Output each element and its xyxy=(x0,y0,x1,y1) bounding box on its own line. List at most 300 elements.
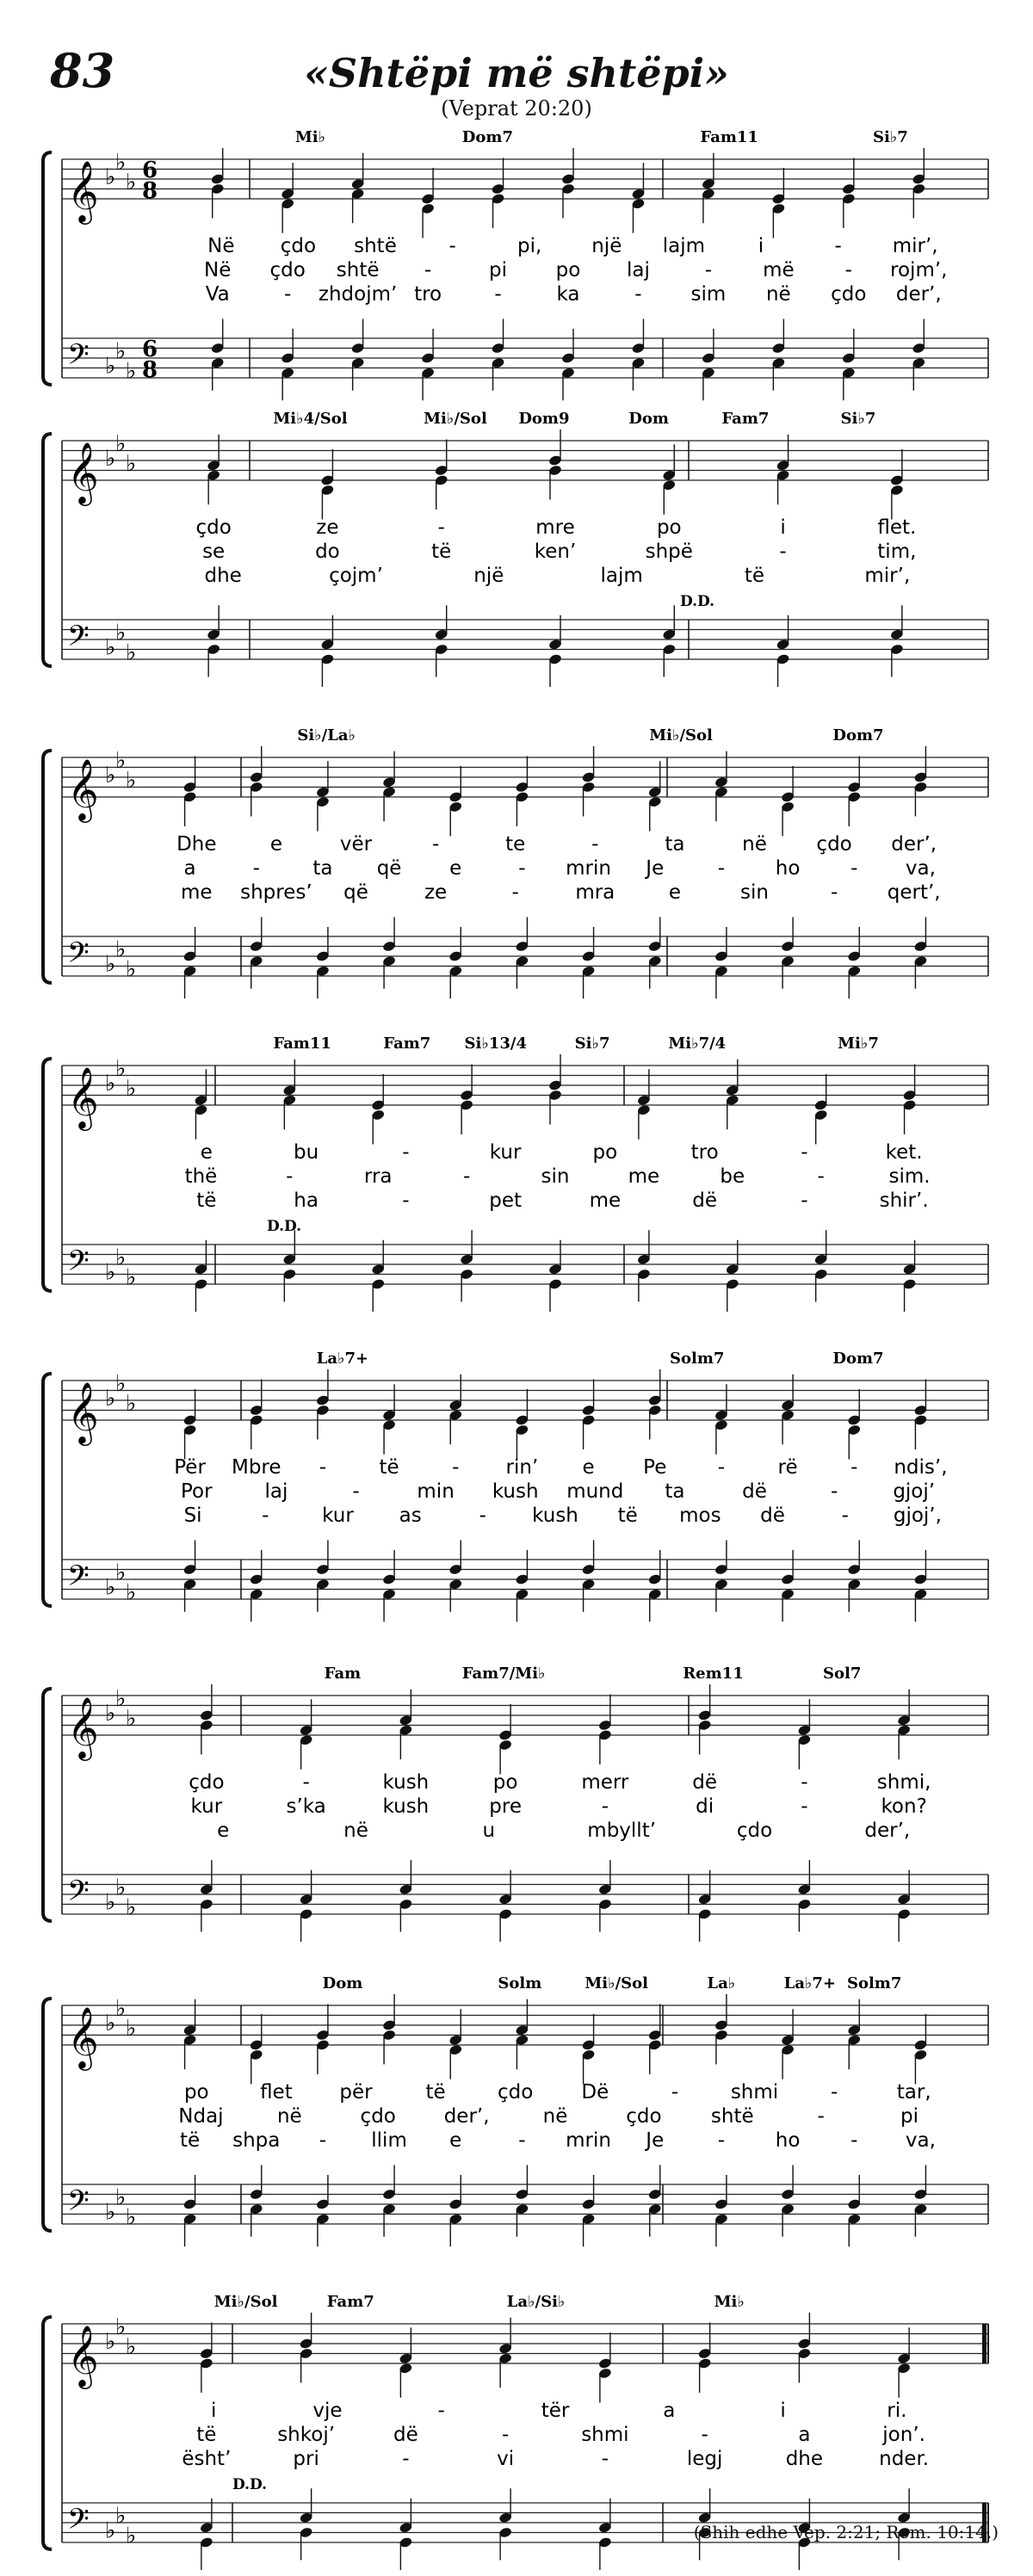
lyric-syllable: - xyxy=(319,1456,327,1479)
lyric-syllable: sim. xyxy=(888,1165,931,1188)
lyric-syllable: - xyxy=(634,283,642,306)
lyric-syllable: çdo xyxy=(195,516,232,539)
system-bracket xyxy=(43,152,52,385)
flat-icon: ♭ xyxy=(115,2313,127,2340)
lyric-syllable: dë xyxy=(742,1480,767,1503)
lyric-syllable: sin xyxy=(541,1165,570,1188)
bass-clef-icon: 𝄢 xyxy=(67,1560,90,1600)
lyric-syllable: kur xyxy=(489,1141,522,1164)
lyric-syllable: - xyxy=(352,1480,360,1503)
lyric-syllable: nder. xyxy=(879,2448,930,2470)
lyric-syllable: - xyxy=(286,1165,294,1188)
lyric-syllable: ze xyxy=(316,516,339,539)
lyric-syllable: - xyxy=(402,1141,410,1164)
flat-icon: ♭ xyxy=(105,763,116,788)
time-signature-top: 6 xyxy=(141,337,158,362)
chord-symbol: Mi♭4/Sol xyxy=(273,410,348,428)
flat-icon: ♭ xyxy=(126,2333,137,2360)
dal-capo-mark: D.D. xyxy=(232,2476,268,2493)
lyric-syllable: shmi, xyxy=(876,1771,931,1794)
lyric-syllable: çdo xyxy=(816,833,852,856)
time-signature-bottom: 8 xyxy=(141,357,158,383)
hymn-title: «Shtëpi më shtëpi» xyxy=(304,50,729,96)
treble-clef-icon: 𝄞 xyxy=(67,1381,99,1443)
lyric-syllable: kur xyxy=(190,1795,223,1818)
lyric-syllable: të xyxy=(617,1504,638,1527)
footer-reference: (Shih edhe Vep. 2:21; Rom. 10:14.) xyxy=(693,2522,999,2542)
lyric-syllable: Ndaj xyxy=(178,2105,224,2128)
flat-icon: ♭ xyxy=(115,2503,127,2530)
flat-icon: ♭ xyxy=(105,951,116,978)
chord-symbol: Mi♭/Sol xyxy=(213,2293,278,2311)
lyric-syllable: va, xyxy=(905,2129,936,2152)
lyric-syllable: gjoj’ xyxy=(893,1480,936,1503)
lyric-syllable: flet. xyxy=(877,516,917,539)
lyric-syllable: jon’. xyxy=(882,2424,925,2446)
chord-symbol: La♭7+ xyxy=(316,1350,369,1368)
lyric-syllable: për xyxy=(339,2081,373,2103)
lyric-syllable: kush xyxy=(382,1795,430,1818)
lyric-syllable: e xyxy=(200,1141,213,1164)
lyric-syllable: po xyxy=(656,516,682,539)
bass-clef-icon: 𝄢 xyxy=(67,936,90,977)
bass-clef-icon: 𝄢 xyxy=(67,2503,90,2543)
bass-staff xyxy=(62,620,988,665)
lyric-syllable: - xyxy=(817,1165,825,1188)
lyric-syllable: kush xyxy=(532,1504,578,1527)
flat-icon: ♭ xyxy=(115,338,127,365)
lyric-syllable: shpë xyxy=(645,541,693,563)
lyric-syllable: - xyxy=(262,1504,269,1527)
lyric-syllable: pi, xyxy=(517,235,542,257)
chord-symbol: Fam7 xyxy=(326,2293,374,2311)
flat-icon: ♭ xyxy=(105,164,116,190)
lyric-syllable: se xyxy=(202,541,226,563)
lyric-syllable: ta xyxy=(312,857,333,880)
lyric-syllable: - xyxy=(834,235,842,257)
lyric-syllable: lajm xyxy=(662,235,706,257)
flat-icon: ♭ xyxy=(105,446,116,472)
chord-symbol: Si♭/La♭ xyxy=(297,726,356,744)
lyric-syllable: në xyxy=(765,283,791,306)
lyric-syllable: çdo xyxy=(360,2105,396,2128)
bass-clef-icon: 𝄢 xyxy=(67,2184,90,2225)
chord-symbol: Fam11 xyxy=(273,1035,331,1053)
chord-symbol: Mi♭/Sol xyxy=(424,410,487,428)
dal-capo-mark: D.D. xyxy=(679,593,715,610)
chord-symbol: La♭/Si♭ xyxy=(506,2293,566,2311)
lyric-syllable: në xyxy=(742,833,767,856)
lyric-syllable: vje xyxy=(312,2400,343,2422)
lyric-syllable: - xyxy=(704,259,713,281)
flat-icon: ♭ xyxy=(115,1685,127,1712)
lyric-syllable: - xyxy=(431,833,440,856)
lyric-syllable: të xyxy=(425,2081,446,2103)
lyric-syllable: pri xyxy=(293,2448,319,2470)
lyric-syllable: - xyxy=(518,2129,526,2152)
lyric-syllable: e xyxy=(668,881,681,904)
lyric-syllable: - xyxy=(501,2424,510,2446)
lyric-syllable: - xyxy=(830,2081,838,2103)
lyric-syllable: merr xyxy=(581,1771,629,1794)
lyric-syllable: rojm’, xyxy=(890,259,948,281)
flat-icon: ♭ xyxy=(105,634,116,661)
lyric-syllable: të xyxy=(196,1189,217,1212)
lyric-syllable: kush xyxy=(382,1771,430,1794)
flat-icon: ♭ xyxy=(126,1894,137,1921)
lyric-syllable: që xyxy=(343,881,368,904)
flat-icon: ♭ xyxy=(115,620,127,646)
flat-icon: ♭ xyxy=(126,2015,137,2042)
bass-clef-icon: 𝄢 xyxy=(67,338,90,379)
system-2 xyxy=(43,429,988,687)
flat-icon: ♭ xyxy=(105,1574,116,1601)
lyric-syllable: rin’ xyxy=(505,1456,539,1479)
flat-icon: ♭ xyxy=(126,2204,137,2231)
lyric-syllable: shir’. xyxy=(879,1189,929,1212)
lyric-syllable: çdo xyxy=(498,2081,534,2103)
flat-icon: ♭ xyxy=(126,639,137,666)
lyric-syllable: pet xyxy=(489,1189,523,1212)
lyric-syllable: bu xyxy=(294,1141,319,1164)
lyric-syllable: rra xyxy=(363,1165,393,1188)
lyric-syllable: a xyxy=(183,857,196,880)
lyric-syllable: shpres’ xyxy=(240,881,312,904)
lyric-syllable: u xyxy=(482,1819,496,1842)
lyric-syllable: - xyxy=(851,857,858,880)
lyric-syllable: thë xyxy=(184,1165,218,1188)
chord-symbol: Si♭7 xyxy=(872,128,908,146)
chord-symbol: Fam7 xyxy=(721,410,770,428)
chord-symbol: Solm7 xyxy=(846,1974,902,1992)
flat-icon: ♭ xyxy=(105,2011,116,2036)
lyric-syllable: që xyxy=(376,857,402,880)
lyric-syllable: çojm’ xyxy=(329,565,383,587)
lyric-syllable: tro xyxy=(414,283,442,306)
time-signature-bottom: 8 xyxy=(141,178,158,204)
treble-clef-icon: 𝄞 xyxy=(67,1066,99,1128)
lyric-syllable: ndis’, xyxy=(894,1456,948,1479)
lyric-syllable: në xyxy=(276,2105,302,2128)
lyric-syllable: mra xyxy=(575,881,615,904)
lyric-syllable: tro xyxy=(690,1141,719,1164)
flat-icon: ♭ xyxy=(126,1390,137,1417)
lyric-syllable: min xyxy=(417,1480,455,1503)
lyric-syllable: me xyxy=(589,1189,622,1212)
lyric-syllable: - xyxy=(717,857,726,880)
lyric-syllable: der’, xyxy=(443,2105,490,2128)
lyric-syllable: çdo xyxy=(736,1819,773,1842)
lyric-syllable: lajm xyxy=(600,565,643,587)
lyric-syllable: - xyxy=(437,516,445,539)
lyric-syllable: - xyxy=(844,259,852,281)
lyric-syllable: tim, xyxy=(877,541,917,563)
lyric-syllable: po xyxy=(592,1141,618,1164)
hymn-number: 83 xyxy=(50,43,115,98)
chord-symbol: Si♭7 xyxy=(840,410,876,428)
treble-staff xyxy=(62,1056,988,1131)
lyric-syllable: - xyxy=(601,2448,609,2470)
lyric-syllable: be xyxy=(720,1165,745,1188)
lyric-syllable: mund xyxy=(566,1480,624,1503)
lyric-syllable: - xyxy=(437,2400,445,2422)
lyric-syllable: Dë xyxy=(581,2081,609,2103)
lyric-syllable: ha xyxy=(294,1189,319,1212)
lyric-syllable: - xyxy=(801,1189,808,1212)
flat-icon: ♭ xyxy=(126,2523,137,2549)
flat-icon: ♭ xyxy=(105,2329,116,2355)
chord-symbol: Sol7 xyxy=(823,1665,862,1683)
lyric-syllable: çdo xyxy=(280,235,317,257)
treble-clef-icon: 𝄞 xyxy=(67,2324,99,2387)
flat-icon: ♭ xyxy=(126,1264,137,1291)
lyric-syllable: në xyxy=(343,1819,368,1842)
lyric-syllable: në xyxy=(542,2105,568,2128)
lyric-syllable: Mbre xyxy=(231,1456,281,1479)
system-bracket xyxy=(43,434,52,666)
chord-symbol: Rem11 xyxy=(683,1665,744,1683)
chord-symbol: Mi♭/Sol xyxy=(649,726,713,744)
lyric-syllable: më xyxy=(763,259,795,281)
scripture-reference: (Veprat 20:20) xyxy=(441,96,592,120)
lyric-syllable: - xyxy=(518,857,526,880)
lyric-syllable: a xyxy=(798,2424,811,2446)
lyric-syllable: - xyxy=(671,2081,679,2103)
treble-staff xyxy=(62,431,988,506)
treble-clef-icon: 𝄞 xyxy=(67,1696,99,1758)
lyric-syllable: - xyxy=(701,2424,708,2446)
chord-symbol: Mi♭ xyxy=(714,2293,745,2311)
chord-symbol: Fam7/Mi♭ xyxy=(461,1665,546,1683)
system-bracket xyxy=(43,2317,52,2549)
lyric-syllable: llim xyxy=(371,2129,407,2152)
lyric-syllable: Por xyxy=(181,1480,213,1503)
lyric-syllable: pi xyxy=(900,2105,919,2128)
lyric-syllable: Në xyxy=(204,259,232,281)
lyric-syllable: - xyxy=(452,1456,460,1479)
lyric-syllable: mos xyxy=(679,1504,721,1527)
chord-symbol: Mi♭7 xyxy=(838,1035,879,1053)
lyric-syllable: - xyxy=(779,541,787,563)
lyric-syllable: te xyxy=(505,833,526,856)
lyric-syllable: shmi xyxy=(581,2424,629,2446)
lyric-syllable: mre xyxy=(535,516,575,539)
lyric-syllable: - xyxy=(424,259,432,281)
lyric-syllable: Për xyxy=(174,1456,206,1479)
lyric-syllable: çdo xyxy=(269,259,306,281)
lyric-syllable: Je xyxy=(646,2129,665,2152)
lyric-syllable: - xyxy=(801,1771,808,1794)
lyric-syllable: mir’, xyxy=(892,235,938,257)
lyric-syllable: - xyxy=(801,1141,808,1164)
lyric-syllable: laj xyxy=(264,1480,288,1503)
bass-clef-icon: 𝄢 xyxy=(67,1245,90,1285)
lyric-syllable: çdo xyxy=(831,283,867,306)
lyric-syllable: - xyxy=(851,1456,858,1479)
lyric-syllable: sim xyxy=(690,283,727,306)
flat-icon: ♭ xyxy=(126,169,137,195)
lyric-syllable: qert’, xyxy=(887,881,941,904)
lyric-syllable: Pe xyxy=(643,1456,667,1479)
lyric-syllable: ho xyxy=(775,2129,801,2152)
lyric-syllable: - xyxy=(284,283,292,306)
lyric-syllable: dhe xyxy=(204,565,242,587)
flat-icon: ♭ xyxy=(105,1889,116,1916)
chord-symbol: Dom7 xyxy=(832,726,884,744)
lyric-syllable: - xyxy=(511,881,519,904)
lyric-syllable: - xyxy=(302,1771,310,1794)
lyric-syllable: der’, xyxy=(895,283,942,306)
lyric-syllable: - xyxy=(319,2129,327,2152)
lyric-syllable: me xyxy=(628,1165,660,1188)
flat-icon: ♭ xyxy=(105,2199,116,2226)
lyric-syllable: - xyxy=(717,2129,726,2152)
lyric-syllable: ze xyxy=(424,881,448,904)
lyric-syllable: dhe xyxy=(785,2448,824,2470)
lyric-syllable: çdo xyxy=(626,2105,662,2128)
lyric-syllable: Si xyxy=(183,1504,202,1527)
lyric-syllable: i xyxy=(210,2400,217,2422)
lyric-syllable: - xyxy=(462,1165,471,1188)
treble-clef-icon: 𝄞 xyxy=(67,2005,99,2068)
lyric-syllable: e xyxy=(582,1456,595,1479)
chord-symbol: Dom7 xyxy=(832,1350,884,1368)
lyric-syllable: Dhe xyxy=(176,833,217,856)
lyric-syllable: një xyxy=(473,565,504,587)
flat-icon: ♭ xyxy=(115,1245,127,1271)
flat-icon: ♭ xyxy=(126,1705,137,1732)
lyric-syllable: - xyxy=(830,881,838,904)
lyric-syllable: laj xyxy=(627,259,650,281)
lyric-syllable: s’ka xyxy=(286,1795,326,1818)
lyric-syllable: do xyxy=(315,541,340,563)
lyric-syllable: mrin xyxy=(566,857,611,880)
lyric-syllable: të xyxy=(196,2424,217,2446)
lyric-syllable: të xyxy=(744,565,765,587)
lyric-syllable: shkoj’ xyxy=(277,2424,336,2446)
lyric-syllable: me xyxy=(181,881,213,904)
chord-symbol: Solm xyxy=(498,1974,542,1992)
lyric-syllable: sin xyxy=(740,881,769,904)
time-signature-top: 6 xyxy=(141,158,158,183)
chord-symbol: Dom9 xyxy=(518,410,570,428)
lyric-syllable: të xyxy=(379,1456,399,1479)
flat-icon: ♭ xyxy=(126,1579,137,1606)
lyric-syllable: tar, xyxy=(896,2081,931,2103)
lyric-syllable: gjoj’, xyxy=(893,1504,942,1527)
bass-clef-icon: 𝄢 xyxy=(67,1875,90,1915)
flat-icon: ♭ xyxy=(115,430,127,457)
lyric-syllable: flet xyxy=(260,2081,293,2103)
lyric-syllable: - xyxy=(717,1456,726,1479)
flat-icon: ♭ xyxy=(115,149,127,176)
lyric-syllable: i xyxy=(780,516,786,539)
lyric-syllable: - xyxy=(601,1795,609,1818)
bass-clef-icon: 𝄢 xyxy=(67,620,90,660)
chord-symbol: Mi♭7/4 xyxy=(668,1035,727,1053)
lyric-syllable: vër xyxy=(339,833,373,856)
lyric-syllable: der’, xyxy=(891,833,937,856)
flat-icon: ♭ xyxy=(115,1875,127,1901)
lyric-syllable: kon? xyxy=(881,1795,927,1818)
lyric-syllable: e xyxy=(449,857,462,880)
lyric-syllable: der’, xyxy=(864,1819,911,1842)
flat-icon: ♭ xyxy=(105,1701,116,1727)
lyric-syllable: të xyxy=(179,2129,201,2152)
lyric-syllable: vi xyxy=(497,2448,515,2470)
lyric-syllable: e xyxy=(269,833,282,856)
flat-icon: ♭ xyxy=(115,2184,127,2211)
lyric-syllable: kur xyxy=(322,1504,354,1527)
lyric-syllable: - xyxy=(591,833,599,856)
flat-icon: ♭ xyxy=(105,1071,116,1096)
lyric-syllable: kush xyxy=(492,1480,539,1503)
lyric-syllable: - xyxy=(830,1480,838,1503)
system-bracket xyxy=(43,1374,52,1606)
chord-symbol: Si♭13/4 xyxy=(464,1035,528,1053)
lyric-syllable: as xyxy=(399,1504,422,1527)
flat-icon: ♭ xyxy=(115,1560,127,1586)
system-bracket xyxy=(43,1998,52,2231)
chord-symbol: Mi♭ xyxy=(294,128,326,146)
flat-icon: ♭ xyxy=(105,353,116,380)
flat-icon: ♭ xyxy=(105,2517,116,2544)
lyric-syllable: shtë xyxy=(336,259,380,281)
lyric-syllable: - xyxy=(801,1795,808,1818)
lyric-syllable: e xyxy=(217,1819,230,1842)
lyric-syllable: e xyxy=(449,2129,462,2152)
lyric-syllable: Va xyxy=(205,283,230,306)
lyric-syllable: ri. xyxy=(887,2400,907,2422)
system-bracket xyxy=(43,1059,52,1291)
lyric-syllable: pi xyxy=(489,259,508,281)
lyric-syllable: - xyxy=(479,1504,486,1527)
lyric-syllable: shpa xyxy=(232,2129,281,2152)
lyric-syllable: dë xyxy=(393,2424,418,2446)
flat-icon: ♭ xyxy=(105,1259,116,1286)
chord-symbol: Dom7 xyxy=(461,128,513,146)
lyric-syllable: Në xyxy=(207,235,235,257)
system-bracket xyxy=(43,1689,52,1921)
lyric-syllable: - xyxy=(402,2448,410,2470)
chord-symbol: La♭7+ xyxy=(783,1974,837,1992)
lyric-syllable: një xyxy=(591,235,622,257)
lyric-syllable: va, xyxy=(905,857,936,880)
chord-symbol: Dom xyxy=(628,410,669,428)
lyric-syllable: shtë xyxy=(710,2105,754,2128)
chord-symbol: La♭ xyxy=(707,1974,736,1992)
lyric-syllable: ta xyxy=(665,1480,685,1503)
flat-icon: ♭ xyxy=(115,1055,127,1082)
lyric-syllable: legj xyxy=(686,2448,723,2470)
flat-icon: ♭ xyxy=(126,956,137,983)
chord-symbol: Fam xyxy=(324,1665,362,1683)
lyric-syllable: po xyxy=(555,259,581,281)
lyric-syllable: tër xyxy=(541,2400,570,2422)
treble-clef-icon: 𝄞 xyxy=(67,159,99,222)
lyric-syllable: ho xyxy=(775,857,801,880)
lyric-syllable: Je xyxy=(646,857,665,880)
lyric-syllable: të xyxy=(431,541,452,563)
lyric-syllable: po xyxy=(183,2081,209,2103)
flat-icon: ♭ xyxy=(126,1075,137,1102)
lyric-syllable: - xyxy=(494,283,502,306)
lyric-syllable: dë xyxy=(692,1771,717,1794)
lyric-syllable: a xyxy=(663,2400,676,2422)
lyric-syllable: çdo xyxy=(189,1771,225,1794)
lyric-syllable: - xyxy=(841,1504,849,1527)
lyric-syllable: - xyxy=(252,857,260,880)
